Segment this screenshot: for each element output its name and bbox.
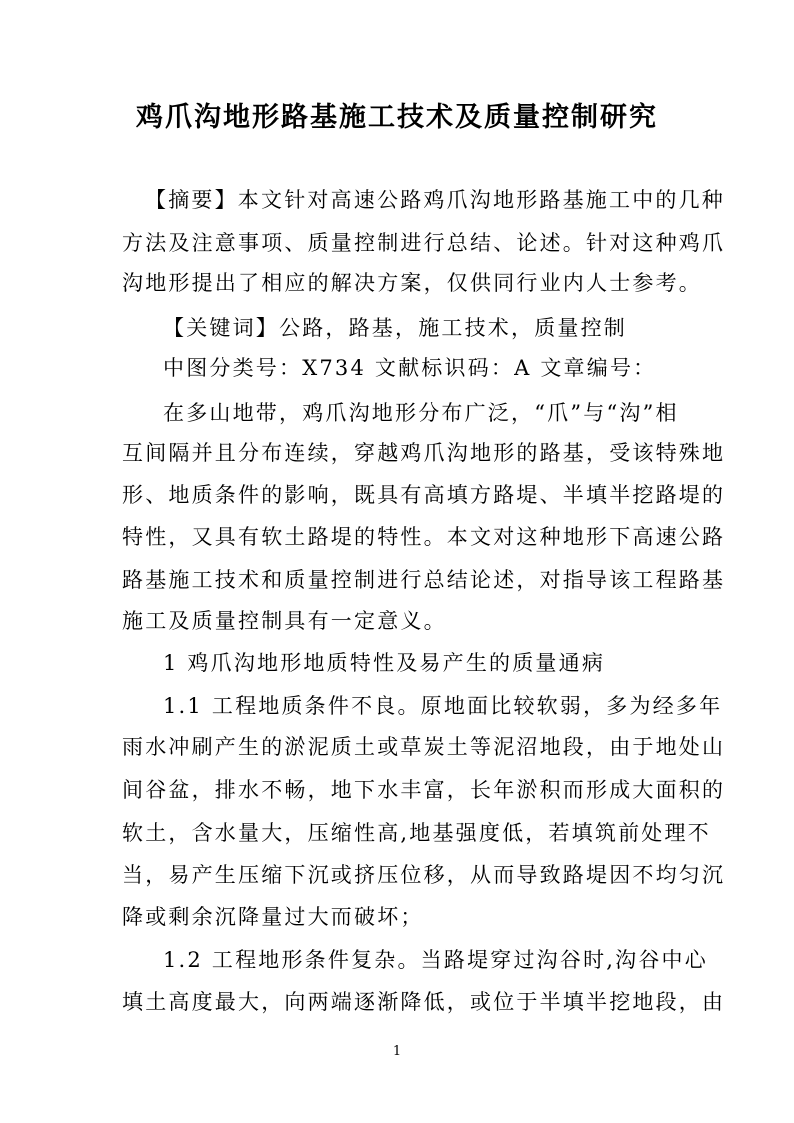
body-line-4: 特性，又具有软土路堤的特性。本文对这种地形下高速公路 bbox=[122, 525, 726, 549]
section-1-1-line-4: 软土，含水量大，压缩性高,地基强度低，若填筑前处理不 bbox=[122, 821, 711, 845]
classification-line: 中图分类号：X734 文献标识码：A 文章编号： bbox=[163, 356, 657, 380]
section-1-2-line-1: 1.2 工程地形条件复杂。当路堤穿过沟谷时,沟谷中心 bbox=[163, 948, 708, 972]
section-1-1-line-3: 间谷盆，排水不畅，地下水丰富，长年淤积而形成大面积的 bbox=[122, 778, 726, 802]
keywords-line: 【关键词】公路，路基，施工技术，质量控制 bbox=[163, 316, 627, 340]
abstract-line-2: 方法及注意事项、质量控制进行总结、论述。针对这种鸡爪 bbox=[122, 231, 726, 255]
body-line-6: 施工及质量控制具有一定意义。 bbox=[122, 609, 447, 633]
abstract-line-3: 沟地形提出了相应的解决方案，仅供同行业内人士参考。 bbox=[122, 271, 702, 295]
section-1-1-line-2: 雨水冲刷产生的淤泥质土或草炭土等泥沼地段，由于地处山 bbox=[122, 735, 726, 759]
body-line-2: 互间隔并且分布连续，穿越鸡爪沟地形的路基，受该特殊地 bbox=[122, 441, 726, 465]
section-1-1-line-5: 当，易产生压缩下沉或挤压位移，从而导致路堤因不均匀沉 bbox=[122, 863, 726, 887]
abstract-line-1: 【摘要】本文针对高速公路鸡爪沟地形路基施工中的几种 bbox=[145, 188, 725, 212]
document-title: 鸡爪沟地形路基施工技术及质量控制研究 bbox=[136, 102, 658, 133]
section-heading-1: 1 鸡爪沟地形地质特性及易产生的质量通病 bbox=[163, 651, 606, 675]
section-1-1-line-6: 降或剩余沉降量过大而破坏； bbox=[122, 905, 424, 929]
body-line-3: 形、地质条件的影响，既具有高填方路堤、半填半挖路堤的 bbox=[122, 483, 726, 507]
body-line-5: 路基施工技术和质量控制进行总结论述，对指导该工程路基 bbox=[122, 568, 726, 592]
section-1-1-line-1: 1.1 工程地质条件不良。原地面比较软弱，多为经多年 bbox=[163, 694, 723, 718]
section-1-2-line-2: 填土高度最大，向两端逐渐降低，或位于半填半挖地段，由 bbox=[122, 990, 726, 1014]
body-line-1: 在多山地带，鸡爪沟地形分布广泛，“爪”与“沟”相 bbox=[163, 401, 679, 425]
page-number: 1 bbox=[392, 1044, 402, 1059]
